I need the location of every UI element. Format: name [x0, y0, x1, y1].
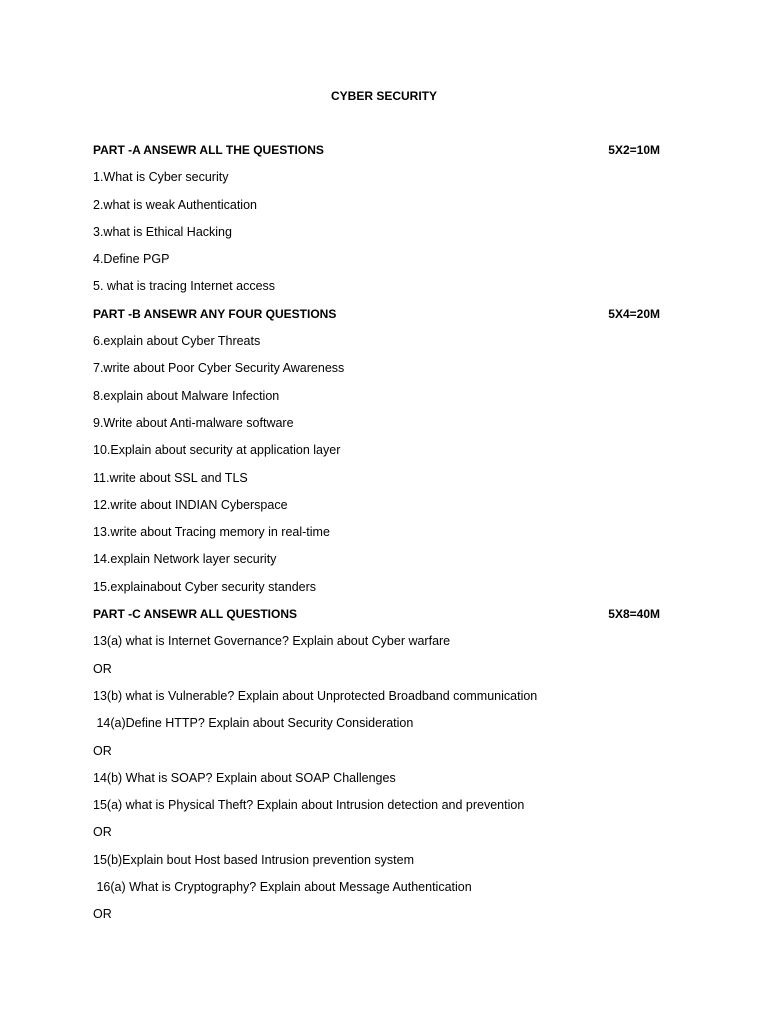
question-list [93, 141, 660, 933]
question-text: 13.write about Tracing memory in real-time [93, 525, 330, 540]
question-text: OR [93, 661, 112, 676]
question-line [93, 851, 660, 878]
question-line [93, 277, 660, 304]
question-text: 15(a) what is Physical Theft? Explain about Intrusion detection and prevention [93, 798, 525, 813]
question-line [93, 769, 660, 796]
section-heading [93, 605, 660, 632]
question-text: 11.write about SSL and TLS [93, 470, 248, 485]
question-line [93, 878, 660, 905]
question-line [93, 223, 660, 250]
section-heading [93, 305, 660, 332]
question-text: OR [93, 825, 112, 840]
page-title: CYBER SECURITY [330, 89, 437, 103]
question-line [93, 687, 660, 714]
question-text: 9.Write about Anti-malware software [93, 415, 294, 430]
section-heading-text: PART -C ANSEWR ALL QUESTIONS [93, 607, 297, 622]
question-text: 15.explainabout Cyber security standers [93, 579, 317, 594]
question-line [93, 523, 660, 550]
question-text: 1.What is Cyber security [93, 170, 229, 185]
question-text: 7.write about Poor Cyber Security Awareness [93, 361, 345, 376]
question-line [93, 359, 660, 386]
question-text: 13(b) what is Vulnerable? Explain about Unprotected Broadband communication [93, 688, 538, 703]
question-line [93, 469, 660, 496]
question-line [93, 578, 660, 605]
question-line [93, 796, 660, 823]
question-line [93, 441, 660, 468]
section-marks: 5X8=40M [608, 607, 660, 622]
question-text: 2.what is weak Authentication [93, 197, 257, 212]
question-line [93, 660, 660, 687]
question-text: 3.what is Ethical Hacking [93, 224, 232, 239]
question-line [93, 250, 660, 277]
question-text: 15(b)Explain bout Host based Intrusion prevention system [93, 852, 415, 867]
question-text: 12.write about INDIAN Cyberspace [93, 497, 288, 512]
question-line [93, 496, 660, 523]
question-line [93, 823, 660, 850]
question-line [93, 387, 660, 414]
question-text: OR [93, 907, 112, 922]
question-line [93, 905, 660, 932]
section-heading-text: PART -A ANSEWR ALL THE QUESTIONS [93, 143, 324, 157]
section-marks: 5X2=10M [608, 143, 660, 157]
question-text: 13(a) what is Internet Governance? Explain about Cyber warfare [93, 634, 451, 649]
question-text: 14.explain Network layer security [93, 552, 277, 567]
question-text: 14(a)Define HTTP? Explain about Security Consideration [93, 716, 414, 731]
question-text: 10.Explain about security at application layer [93, 443, 341, 458]
question-line [93, 414, 660, 441]
question-text: 8.explain about Malware Infection [93, 388, 280, 403]
question-line [93, 332, 660, 359]
section-heading-text: PART -B ANSEWR ANY FOUR QUESTIONS [93, 306, 337, 321]
question-text: 4.Define PGP [93, 252, 170, 267]
question-text: 5. what is tracing Internet access [93, 279, 276, 294]
question-line [93, 714, 660, 741]
section-heading [93, 141, 660, 168]
question-line [93, 632, 660, 659]
question-text: OR [93, 743, 112, 758]
question-text: 14(b) What is SOAP? Explain about SOAP Challenges [93, 770, 396, 785]
question-line [93, 168, 660, 195]
question-line [93, 550, 660, 577]
question-text: 6.explain about Cyber Threats [93, 334, 261, 349]
section-marks: 5X4=20M [608, 306, 660, 321]
question-line [93, 742, 660, 769]
question-line [93, 196, 660, 223]
question-text: 16(a) What is Cryptography? Explain about Message Authentication [93, 880, 472, 895]
